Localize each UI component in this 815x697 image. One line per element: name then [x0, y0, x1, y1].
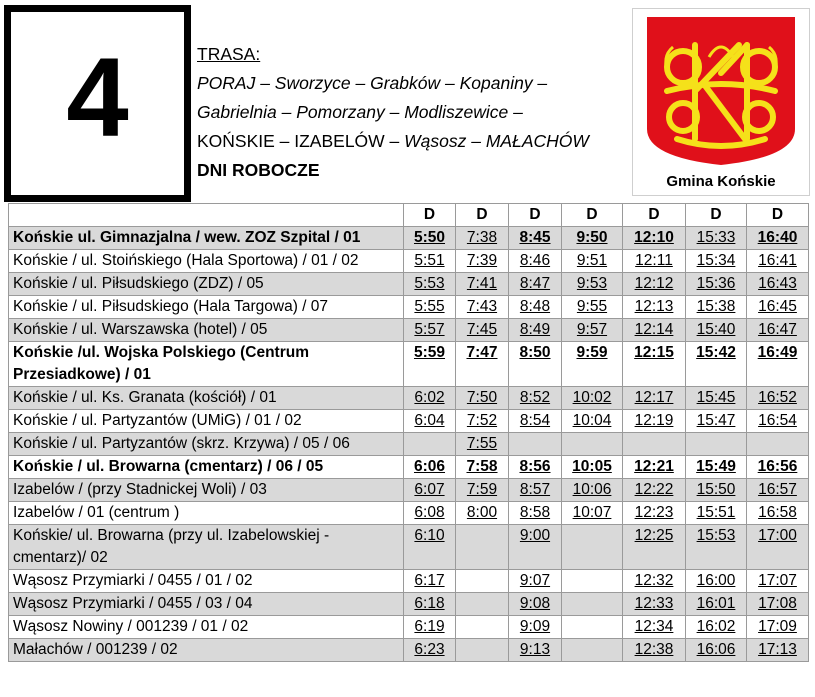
- departure-time: 9:00: [509, 525, 562, 570]
- stop-name: Końskie / ul. Piłsudskiego (Hala Targowa) / 07: [9, 296, 404, 319]
- municipality-crest: [632, 8, 810, 196]
- departure-time: 15:53: [686, 525, 747, 570]
- table-row: [9, 250, 809, 273]
- departure-time: 7:41: [456, 273, 509, 296]
- table-row: [9, 296, 809, 319]
- table-row: [9, 570, 809, 593]
- departure-time: [562, 525, 623, 570]
- stop-name: Końskie / ul. Partyzantów (UMiG) / 01 / 02: [9, 410, 404, 433]
- header-course: D: [562, 204, 623, 227]
- departure-time: [747, 433, 809, 456]
- departure-time: 16:45: [747, 296, 809, 319]
- table-row: [9, 319, 809, 342]
- departure-time: 9:50: [562, 227, 623, 250]
- departure-time: [562, 616, 623, 639]
- departure-time: 6:06: [404, 456, 456, 479]
- header-course: D: [509, 204, 562, 227]
- departure-time: 16:49: [747, 342, 809, 387]
- departure-time: 5:53: [404, 273, 456, 296]
- departure-time: 7:43: [456, 296, 509, 319]
- stop-name: Izabelów / 01 (centrum ): [9, 502, 404, 525]
- departure-time: [562, 433, 623, 456]
- departure-time: [456, 616, 509, 639]
- table-row: [9, 639, 809, 662]
- departure-time: 8:00: [456, 502, 509, 525]
- departure-time: 10:07: [562, 502, 623, 525]
- departure-time: 7:55: [456, 433, 509, 456]
- departure-time: 9:55: [562, 296, 623, 319]
- table-row: [9, 387, 809, 410]
- departure-time: 8:58: [509, 502, 562, 525]
- table-row: [9, 525, 809, 570]
- table-row: [9, 502, 809, 525]
- departure-time: 9:13: [509, 639, 562, 662]
- timetable: [8, 203, 809, 662]
- departure-time: 12:14: [623, 319, 686, 342]
- departure-time: 12:34: [623, 616, 686, 639]
- departure-time: 7:38: [456, 227, 509, 250]
- departure-time: 7:58: [456, 456, 509, 479]
- departure-time: 16:00: [686, 570, 747, 593]
- departure-time: 16:54: [747, 410, 809, 433]
- departure-time: 7:39: [456, 250, 509, 273]
- departure-time: 6:10: [404, 525, 456, 570]
- departure-time: 16:40: [747, 227, 809, 250]
- route-line-3-end: Wąsosz – MAŁACHÓW: [404, 131, 589, 151]
- departure-time: 7:50: [456, 387, 509, 410]
- departure-time: 12:38: [623, 639, 686, 662]
- departure-time: 6:17: [404, 570, 456, 593]
- departure-time: 12:10: [623, 227, 686, 250]
- departure-time: 17:08: [747, 593, 809, 616]
- departure-time: 6:08: [404, 502, 456, 525]
- departure-time: [456, 525, 509, 570]
- departure-time: 16:43: [747, 273, 809, 296]
- departure-time: 16:57: [747, 479, 809, 502]
- departure-time: 12:15: [623, 342, 686, 387]
- departure-time: 10:04: [562, 410, 623, 433]
- route-description: [197, 40, 589, 185]
- table-row: [9, 479, 809, 502]
- service-days: DNI ROBOCZE: [197, 160, 320, 180]
- departure-time: 15:38: [686, 296, 747, 319]
- departure-time: 9:53: [562, 273, 623, 296]
- route-number-box: [4, 5, 191, 202]
- departure-time: 12:32: [623, 570, 686, 593]
- departure-time: 15:49: [686, 456, 747, 479]
- departure-time: [562, 639, 623, 662]
- departure-time: 8:54: [509, 410, 562, 433]
- table-row: [9, 456, 809, 479]
- table-row: [9, 616, 809, 639]
- departure-time: 8:48: [509, 296, 562, 319]
- departure-time: 16:01: [686, 593, 747, 616]
- stop-name: Końskie / ul. Warszawska (hotel) / 05: [9, 319, 404, 342]
- departure-time: 16:52: [747, 387, 809, 410]
- departure-time: 15:34: [686, 250, 747, 273]
- departure-time: 16:56: [747, 456, 809, 479]
- stop-name: Wąsosz Przymiarki / 0455 / 01 / 02: [9, 570, 404, 593]
- departure-time: 7:59: [456, 479, 509, 502]
- departure-time: 5:57: [404, 319, 456, 342]
- departure-time: 8:49: [509, 319, 562, 342]
- departure-time: 8:52: [509, 387, 562, 410]
- departure-time: 17:00: [747, 525, 809, 570]
- departure-time: [686, 433, 747, 456]
- departure-time: [623, 433, 686, 456]
- departure-time: 8:45: [509, 227, 562, 250]
- departure-time: 9:07: [509, 570, 562, 593]
- departure-time: 7:52: [456, 410, 509, 433]
- table-row: [9, 410, 809, 433]
- departure-time: 15:50: [686, 479, 747, 502]
- stop-name: Końskie / ul. Partyzantów (skrz. Krzywa) / 05 / 06: [9, 433, 404, 456]
- departure-time: 8:56: [509, 456, 562, 479]
- header-course: D: [404, 204, 456, 227]
- stop-name: Małachów / 001239 / 02: [9, 639, 404, 662]
- departure-time: 16:47: [747, 319, 809, 342]
- departure-time: [456, 593, 509, 616]
- departure-time: 5:59: [404, 342, 456, 387]
- departure-time: 12:21: [623, 456, 686, 479]
- departure-time: 6:04: [404, 410, 456, 433]
- departure-time: 7:45: [456, 319, 509, 342]
- stop-name: Wąsosz Nowiny / 001239 / 01 / 02: [9, 616, 404, 639]
- route-line-3-main: KOŃSKIE – IZABELÓW –: [197, 131, 405, 151]
- departure-time: 12:17: [623, 387, 686, 410]
- header-stop: [9, 204, 404, 227]
- departure-time: 12:25: [623, 525, 686, 570]
- stop-name: Końskie / ul. Piłsudskiego (ZDZ) / 05: [9, 273, 404, 296]
- table-row: [9, 227, 809, 250]
- departure-time: 6:07: [404, 479, 456, 502]
- departure-time: 6:23: [404, 639, 456, 662]
- departure-time: 12:33: [623, 593, 686, 616]
- route-line-2: Gabrielnia – Pomorzany – Modliszewice –: [197, 102, 523, 122]
- stop-name: Wąsosz Przymiarki / 0455 / 03 / 04: [9, 593, 404, 616]
- departure-time: 17:09: [747, 616, 809, 639]
- departure-time: 17:07: [747, 570, 809, 593]
- crest-caption: Gmina Końskie: [666, 173, 776, 190]
- departure-time: 12:22: [623, 479, 686, 502]
- departure-time: 5:55: [404, 296, 456, 319]
- departure-time: 12:23: [623, 502, 686, 525]
- departure-time: 8:46: [509, 250, 562, 273]
- departure-time: 9:09: [509, 616, 562, 639]
- konskie-coat-of-arms-icon: [647, 17, 795, 165]
- departure-time: 8:47: [509, 273, 562, 296]
- departure-time: 10:02: [562, 387, 623, 410]
- departure-time: 17:13: [747, 639, 809, 662]
- table-row: [9, 273, 809, 296]
- departure-time: 12:11: [623, 250, 686, 273]
- departure-time: 12:12: [623, 273, 686, 296]
- stop-name: Końskie ul. Gimnazjalna / wew. ZOZ Szpital / 01: [9, 227, 404, 250]
- departure-time: 10:05: [562, 456, 623, 479]
- departure-time: 6:19: [404, 616, 456, 639]
- departure-time: [404, 433, 456, 456]
- departure-time: [562, 570, 623, 593]
- departure-time: 6:18: [404, 593, 456, 616]
- departure-time: 15:40: [686, 319, 747, 342]
- departure-time: 15:42: [686, 342, 747, 387]
- route-line-3: [197, 127, 589, 156]
- table-row: [9, 593, 809, 616]
- departure-time: 6:02: [404, 387, 456, 410]
- stop-name: Końskie/ ul. Browarna (przy ul. Izabelowskiej - cmentarz)/ 02: [9, 525, 404, 570]
- stop-name: Końskie /ul. Wojska Polskiego (Centrum Przesiadkowe) / 01: [9, 342, 404, 387]
- departure-time: 5:51: [404, 250, 456, 273]
- departure-time: 15:45: [686, 387, 747, 410]
- table-row: [9, 433, 809, 456]
- stop-name: Końskie / ul. Stoińskiego (Hala Sportowa) / 01 / 02: [9, 250, 404, 273]
- departure-time: 16:06: [686, 639, 747, 662]
- timetable-body: [9, 227, 809, 662]
- route-label: TRASA:: [197, 44, 261, 64]
- departure-time: 16:41: [747, 250, 809, 273]
- departure-time: [509, 433, 562, 456]
- header-course: D: [686, 204, 747, 227]
- table-row: [9, 342, 809, 387]
- header-course: D: [747, 204, 809, 227]
- header-course: D: [456, 204, 509, 227]
- departure-time: 15:51: [686, 502, 747, 525]
- departure-time: 15:36: [686, 273, 747, 296]
- route-line-1: PORAJ – Sworzyce – Grabków – Kopaniny –: [197, 73, 548, 93]
- departure-time: 16:58: [747, 502, 809, 525]
- departure-time: [562, 593, 623, 616]
- departure-time: 8:57: [509, 479, 562, 502]
- departure-time: 9:51: [562, 250, 623, 273]
- departure-time: [456, 639, 509, 662]
- departure-time: 8:50: [509, 342, 562, 387]
- departure-time: 12:19: [623, 410, 686, 433]
- stop-name: Końskie / ul. Ks. Granata (kościół) / 01: [9, 387, 404, 410]
- departure-time: 7:47: [456, 342, 509, 387]
- departure-time: 5:50: [404, 227, 456, 250]
- timetable-header: [9, 204, 809, 227]
- departure-time: 9:57: [562, 319, 623, 342]
- departure-time: 9:08: [509, 593, 562, 616]
- route-number: 4: [66, 35, 129, 160]
- departure-time: 16:02: [686, 616, 747, 639]
- departure-time: 12:13: [623, 296, 686, 319]
- departure-time: 9:59: [562, 342, 623, 387]
- stop-name: Końskie / ul. Browarna (cmentarz) / 06 / 05: [9, 456, 404, 479]
- departure-time: 15:47: [686, 410, 747, 433]
- header-course: D: [623, 204, 686, 227]
- stop-name: Izabelów / (przy Stadnickej Woli) / 03: [9, 479, 404, 502]
- departure-time: 10:06: [562, 479, 623, 502]
- departure-time: 15:33: [686, 227, 747, 250]
- departure-time: [456, 570, 509, 593]
